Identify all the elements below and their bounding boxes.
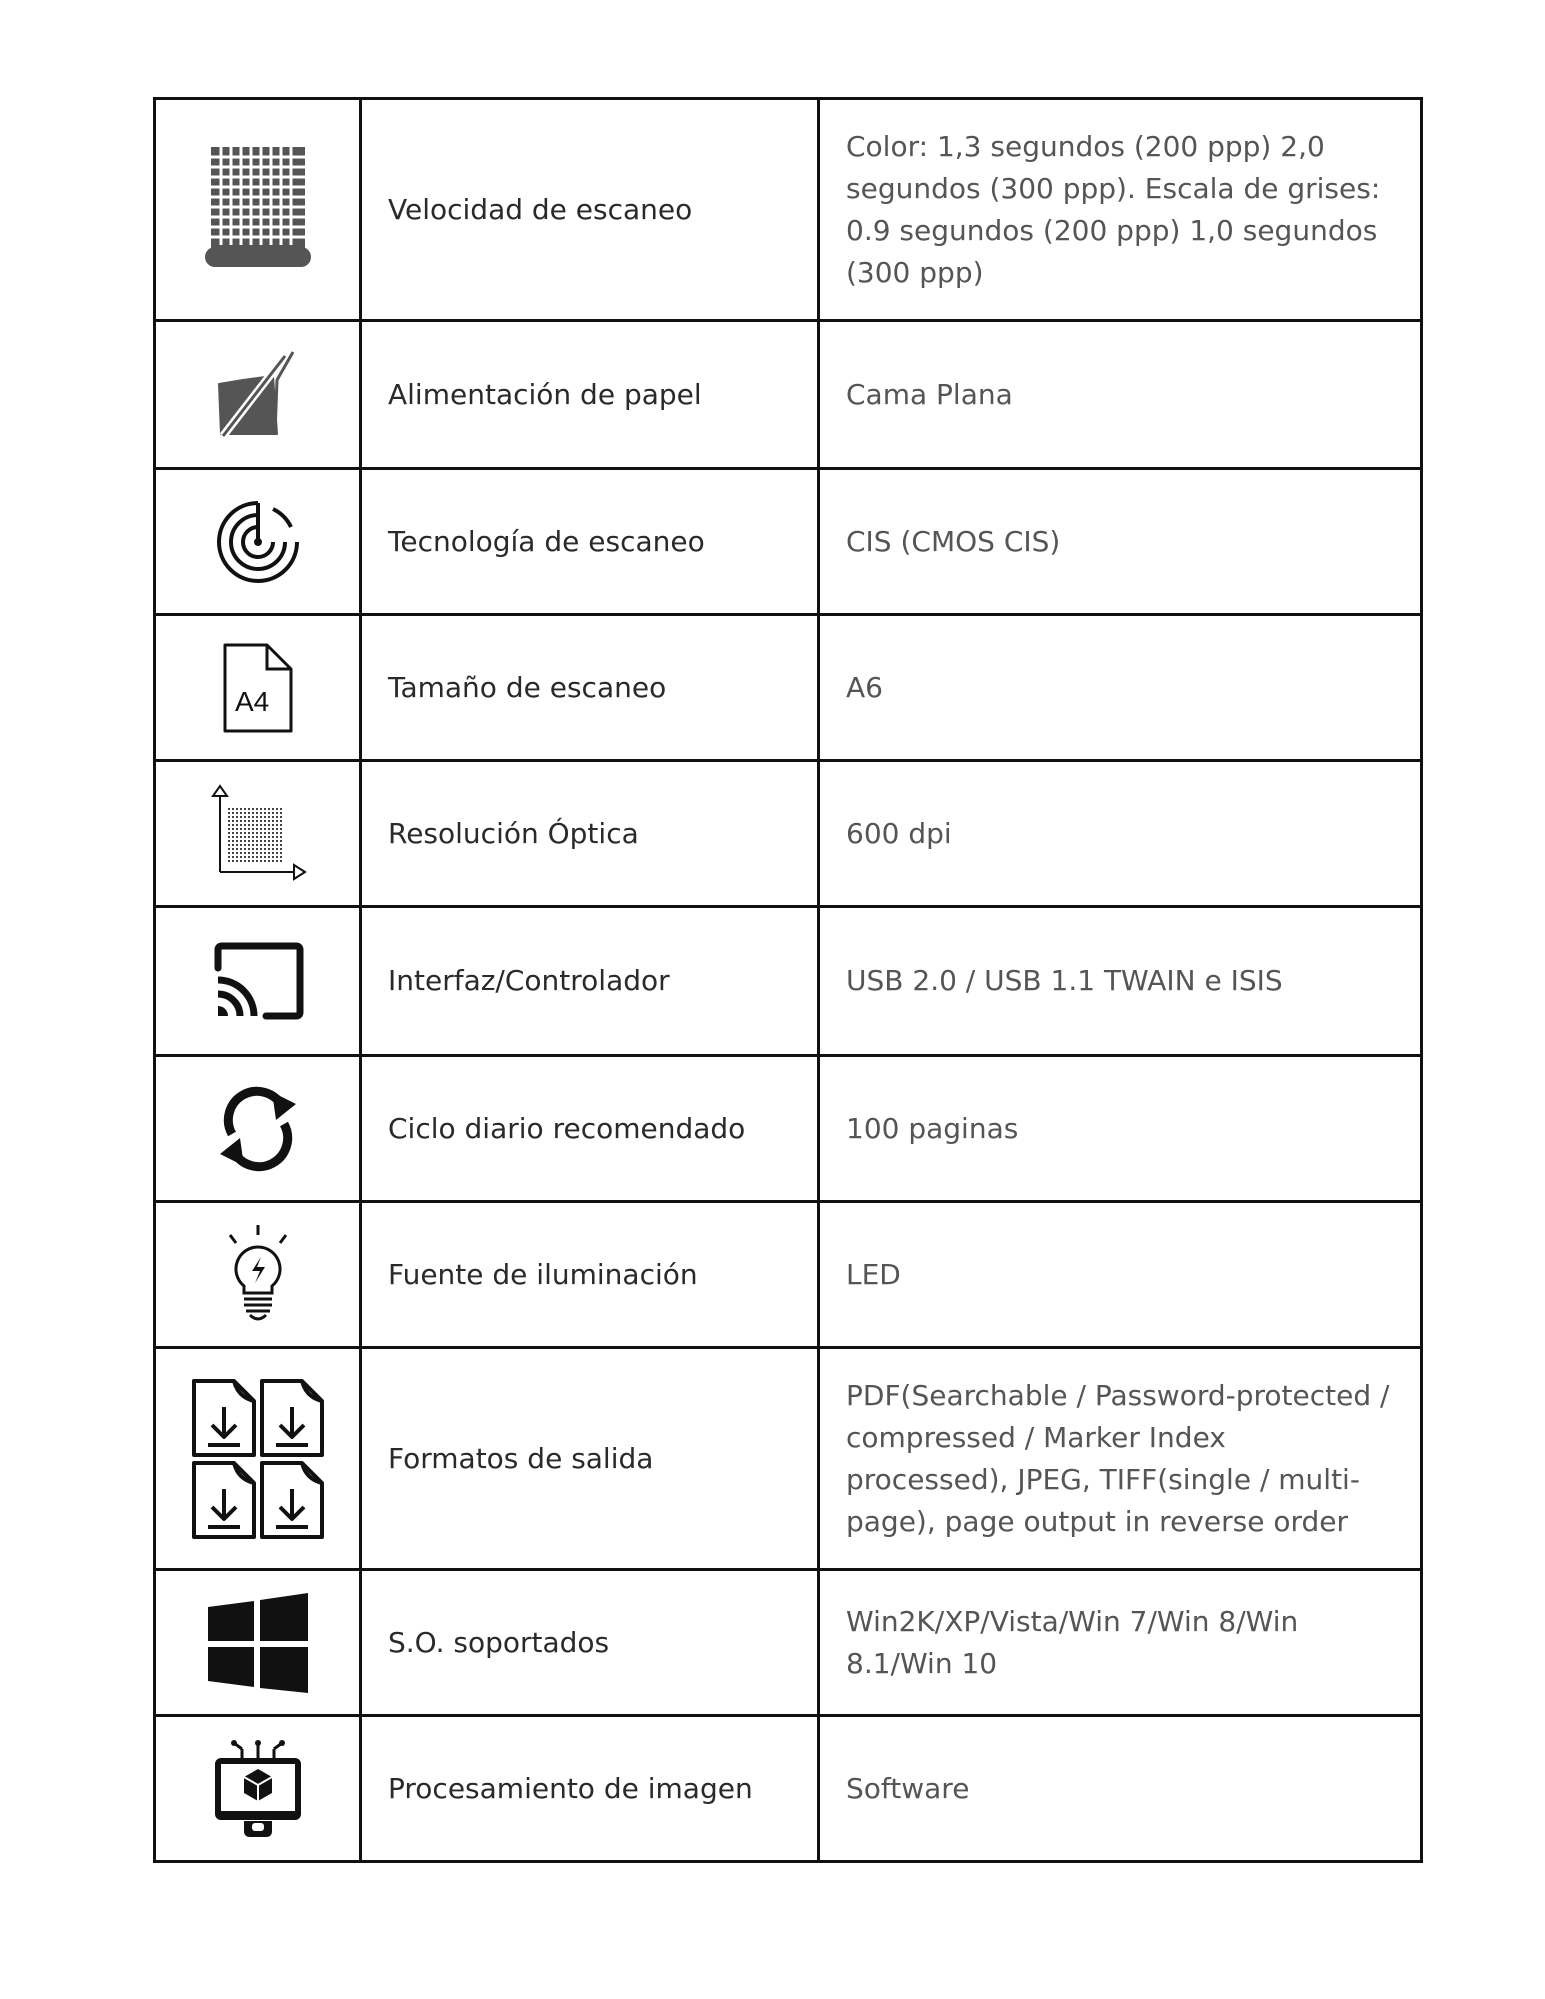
speed-grid-icon bbox=[203, 145, 313, 275]
spec-row-scan-speed bbox=[155, 99, 1422, 321]
cast-icon bbox=[212, 942, 304, 1020]
spec-label: S.O. soportados bbox=[361, 1570, 819, 1716]
spec-label: Alimentación de papel bbox=[361, 321, 819, 469]
spec-value: Software bbox=[819, 1716, 1422, 1862]
refresh-cycle-icon bbox=[210, 1084, 306, 1174]
spec-value: Win2K/XP/Vista/Win 7/Win 8/Win 8.1/Win 10 bbox=[819, 1570, 1422, 1716]
spec-value: 100 paginas bbox=[819, 1056, 1422, 1202]
spec-label: Interfaz/Controlador bbox=[361, 907, 819, 1056]
spec-row-scan-technology bbox=[155, 469, 1422, 615]
icon-cell bbox=[155, 1570, 361, 1716]
spec-label: Formatos de salida bbox=[361, 1348, 819, 1570]
spec-row-output-formats bbox=[155, 1348, 1422, 1570]
resolution-icon bbox=[208, 784, 308, 884]
icon-cell bbox=[155, 1202, 361, 1348]
spec-label: Fuente de iluminación bbox=[361, 1202, 819, 1348]
image-processing-icon bbox=[214, 1739, 302, 1839]
spec-row-scan-size bbox=[155, 615, 1422, 761]
radar-icon bbox=[215, 499, 301, 585]
icon-cell bbox=[155, 1716, 361, 1862]
spec-row-light-source bbox=[155, 1202, 1422, 1348]
icon-cell bbox=[155, 469, 361, 615]
spec-label: Velocidad de escaneo bbox=[361, 99, 819, 321]
specifications-table bbox=[153, 97, 1423, 1863]
icon-cell bbox=[155, 321, 361, 469]
lightbulb-icon bbox=[218, 1223, 298, 1327]
spec-row-paper-feed bbox=[155, 321, 1422, 469]
icon-cell bbox=[155, 761, 361, 907]
spec-value: A6 bbox=[819, 615, 1422, 761]
icon-cell bbox=[155, 907, 361, 1056]
spec-value: Cama Plana bbox=[819, 321, 1422, 469]
spec-label: Tecnología de escaneo bbox=[361, 469, 819, 615]
spec-value: USB 2.0 / USB 1.1 TWAIN e ISIS bbox=[819, 907, 1422, 1056]
spec-row-interface bbox=[155, 907, 1422, 1056]
icon-cell bbox=[155, 615, 361, 761]
download-files-icon bbox=[190, 1377, 326, 1541]
paper-feed-icon bbox=[213, 350, 303, 440]
icon-cell bbox=[155, 99, 361, 321]
spec-label: Procesamiento de imagen bbox=[361, 1716, 819, 1862]
spec-value: PDF(Searchable / Password-protected / compressed / Marker Index processed), JPEG, TIFF(single / multi-page), page output in reverse order bbox=[819, 1348, 1422, 1570]
icon-cell bbox=[155, 1348, 361, 1570]
windows-logo-icon bbox=[206, 1593, 310, 1693]
spec-label: Tamaño de escaneo bbox=[361, 615, 819, 761]
spec-label: Resolución Óptica bbox=[361, 761, 819, 907]
spec-row-daily-cycle bbox=[155, 1056, 1422, 1202]
spec-value: LED bbox=[819, 1202, 1422, 1348]
spec-value: CIS (CMOS CIS) bbox=[819, 469, 1422, 615]
spec-row-optical-resolution bbox=[155, 761, 1422, 907]
spec-value: Color: 1,3 segundos (200 ppp) 2,0 segundos (300 ppp). Escala de grises: 0.9 segundos (200 ppp) 1,0 segundos (300 ppp) bbox=[819, 99, 1422, 321]
spec-value: 600 dpi bbox=[819, 761, 1422, 907]
a4-label: A4 bbox=[234, 685, 269, 717]
a4-document-icon bbox=[221, 641, 295, 735]
spec-label: Ciclo diario recomendado bbox=[361, 1056, 819, 1202]
spec-row-supported-os bbox=[155, 1570, 1422, 1716]
icon-cell bbox=[155, 1056, 361, 1202]
spec-row-image-processing bbox=[155, 1716, 1422, 1862]
